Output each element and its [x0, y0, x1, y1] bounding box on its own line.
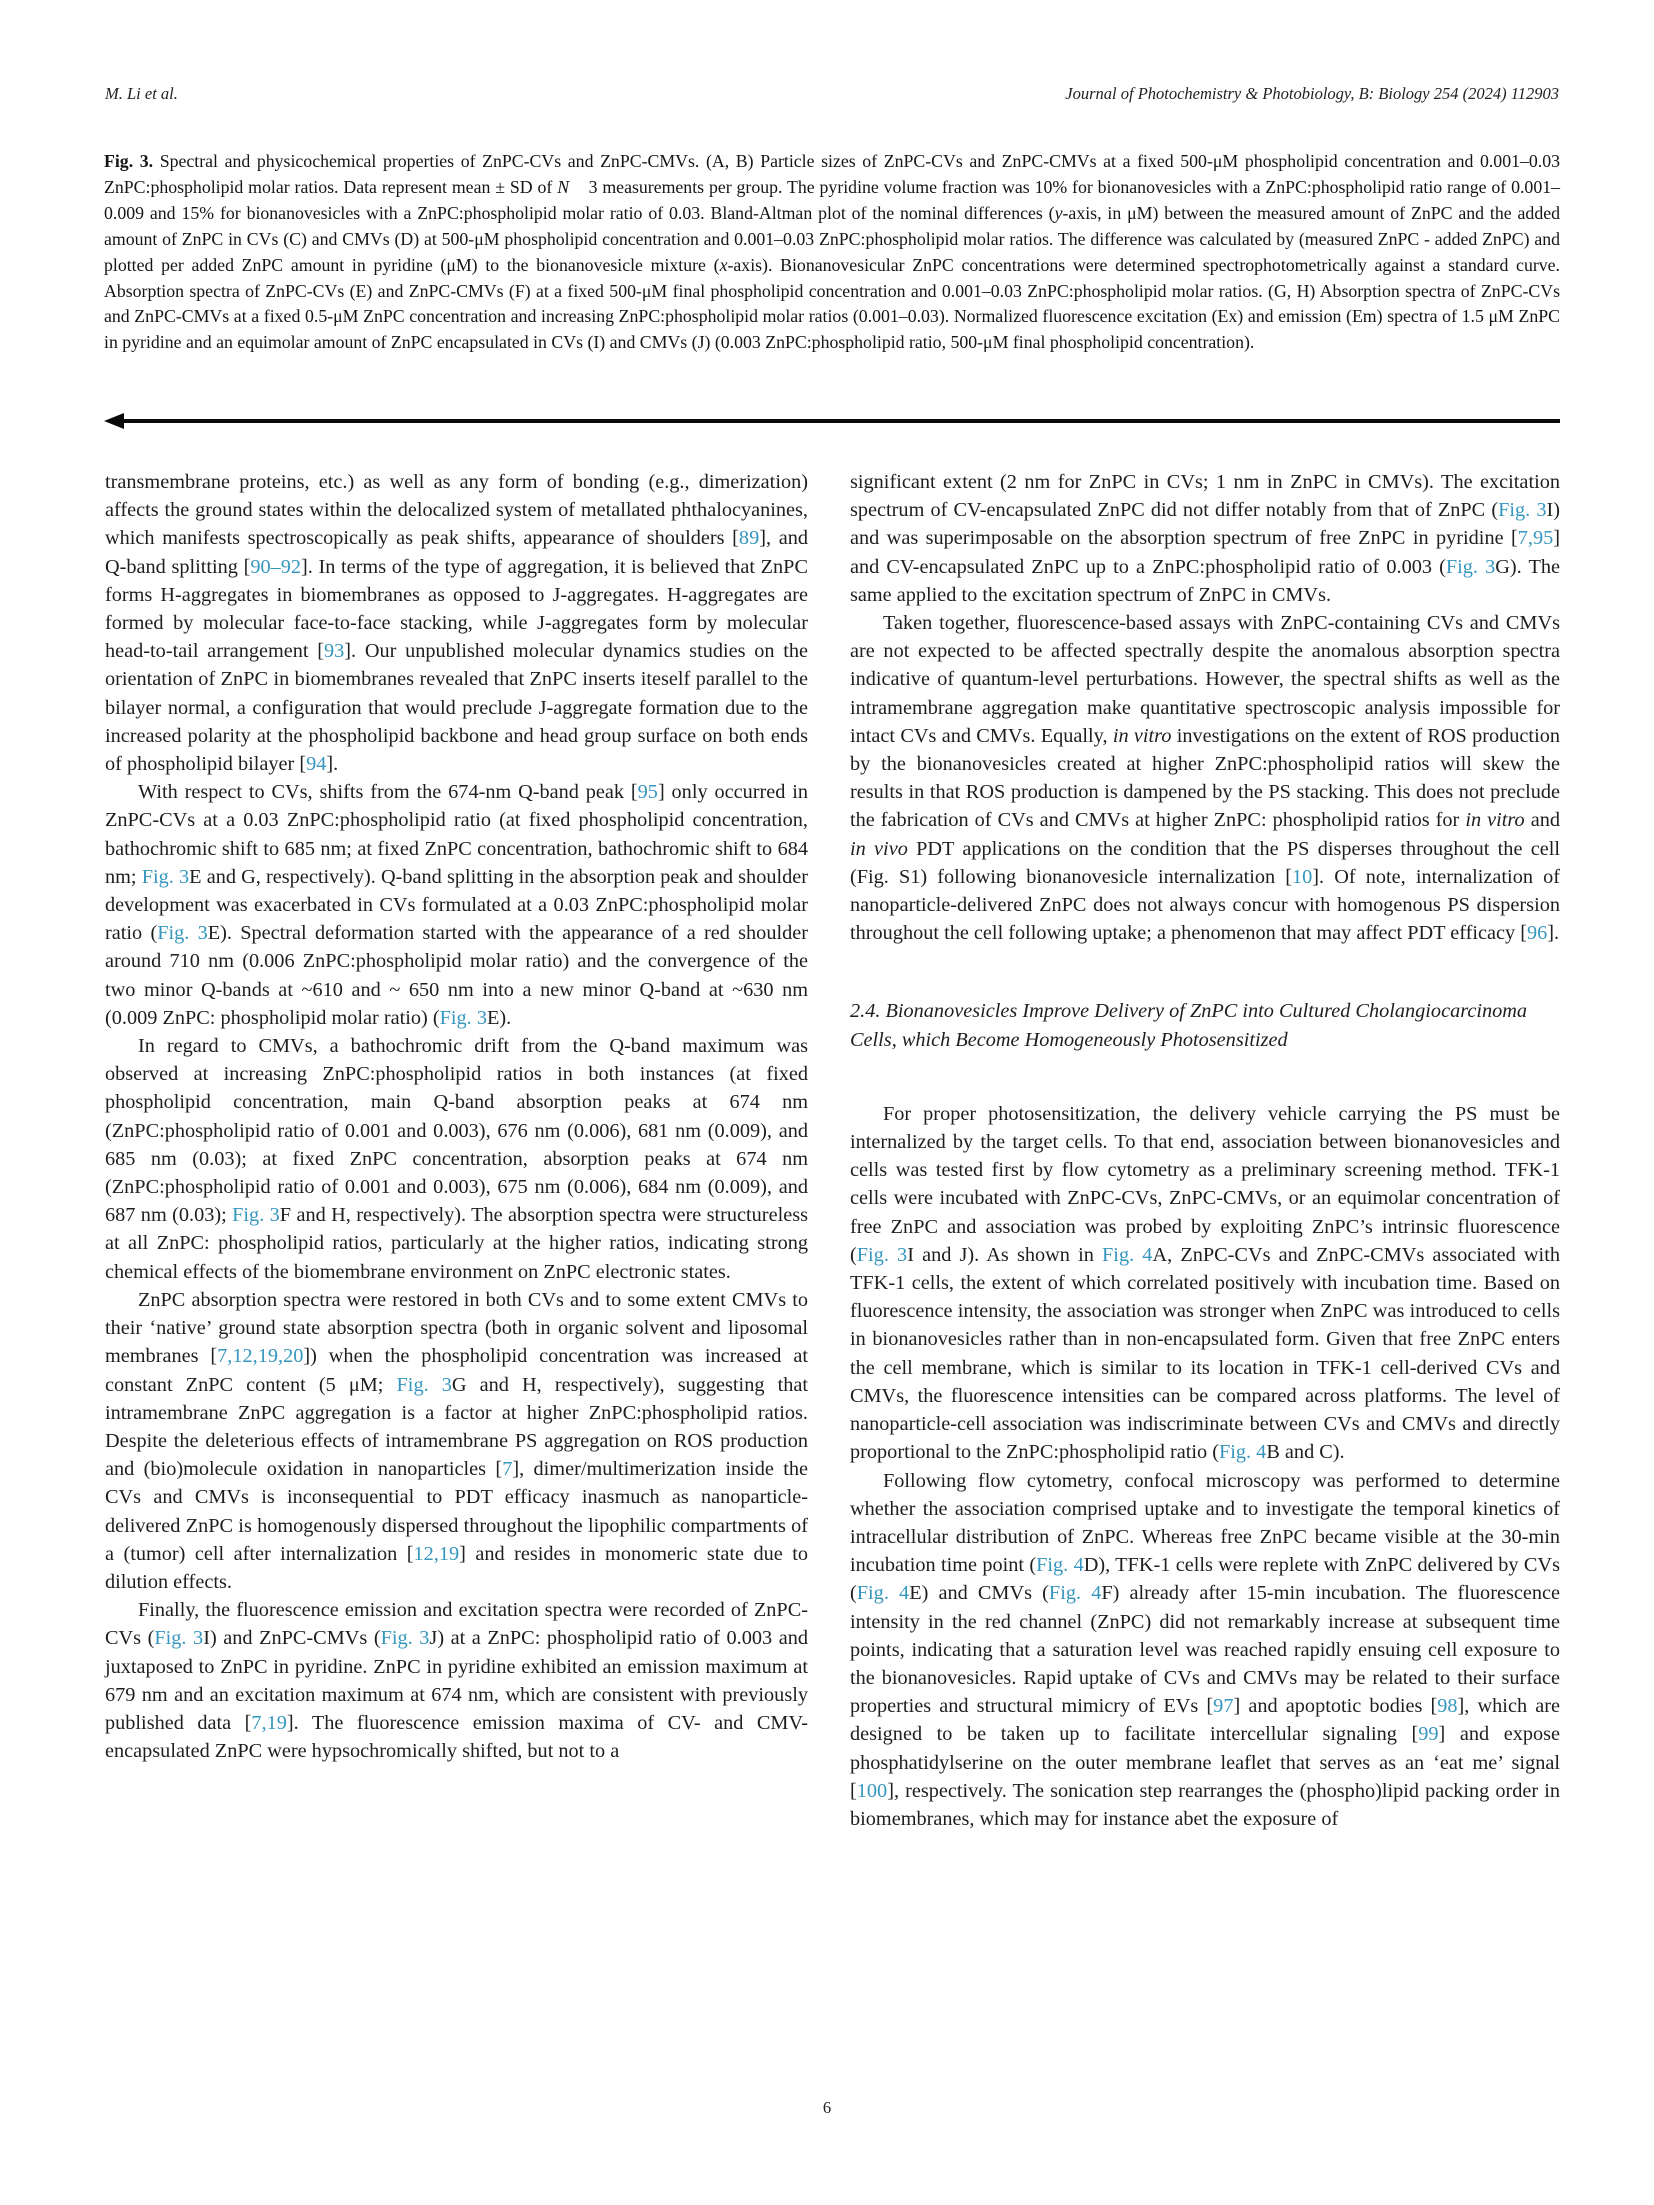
text-segment: D), TFK-1 cells were replete with ZnPC delivered by CVs (: [850, 1554, 1560, 1605]
text-segment: transmembrane proteins, etc.) as well as any form of bonding (e.g., dimerization) affects the ground states within the delocalized system of metallated phthalocyanines, which manifests spectroscopically as peak shifts, appearance of shoulders [: [105, 471, 808, 550]
running-header: [105, 84, 1559, 104]
figure-link[interactable]: Fig. 4: [856, 1582, 910, 1605]
paragraph: [105, 778, 808, 1032]
text-segment: I and J). As shown in: [907, 1243, 1103, 1266]
figure-link[interactable]: Fig. 3: [141, 865, 190, 888]
paragraph: [105, 1286, 808, 1596]
text-segment: E) and CMVs (: [909, 1582, 1049, 1605]
citation-link[interactable]: 100: [856, 1779, 888, 1802]
text-segment: ZnPC absorption spectra were restored in both CVs and to some extent CMVs to their ‘native’ ground state absorption spectra (both in organic solvent and liposomal membranes [: [105, 1288, 808, 1368]
running-author: M. Li et al.: [105, 84, 178, 103]
text-segment: ], dimer/multimerization inside the CVs and CMVs is inconsequential to PDT efficacy inasmuch as nanoparticle-delivered ZnPC is homogenously dispersed throughout the lipophilic compartments of a (tumor) cell after internalization [: [105, 1458, 808, 1565]
text-segment: ]) when the phospholipid concentration was increased at constant ZnPC content (5 μM;: [105, 1345, 808, 1396]
text-segment: ] and apoptotic bodies [: [1233, 1695, 1438, 1718]
text-segment: E and G, respectively). Q-band splitting in the absorption peak and shoulder development was exacerbated in CVs formulated at a 0.03 ZnPC:phospholipid molar ratio (: [105, 865, 808, 945]
text-segment: ] and resides in monomeric state due to dilution effects.: [105, 1542, 808, 1593]
figure-link[interactable]: Fig. 3: [380, 1627, 430, 1650]
caption-divider: [104, 413, 1560, 429]
citation-link[interactable]: 12,19: [413, 1542, 460, 1565]
text-segment: significant extent (2 nm for ZnPC in CVs; 1 nm in ZnPC in CMVs). The excitation spectrum of CV-encapsulated ZnPC did not differ notably from that of ZnPC (: [850, 471, 1560, 522]
text-segment: With respect to CVs, shifts from the 674-nm Q-band peak [: [138, 781, 638, 804]
citation-link[interactable]: 99: [1418, 1723, 1439, 1746]
citation-link[interactable]: 98: [1437, 1695, 1458, 1718]
text-segment: x: [719, 254, 728, 275]
text-segment: in vitro: [1465, 809, 1525, 832]
text-segment: Fig. 3.: [104, 151, 154, 171]
text-segment: N: [557, 176, 570, 197]
text-segment: G and H, respectively), suggesting that intramembrane ZnPC aggregation is a factor at higher ZnPC:phospholipid ratios. Despite the deleterious effects of intramembrane PS aggregation on ROS production and (bio)molecule oxidation in nanoparticles [: [105, 1373, 808, 1481]
text-segment: Taken together, fluorescence-based assays with ZnPC-containing CVs and CMVs are not expected to be affected spectrally despite the anomalous absorption spectra indicative of quantum-level perturbations. However, the spectral shifts as well as the intramembrane aggregation make quantitative spectroscopic analysis impossible for intact CVs and CMVs. Equally,: [850, 612, 1560, 747]
figure-link[interactable]: Fig. 3: [154, 1627, 204, 1650]
text-segment: In regard to CMVs, a bathochromic drift from the Q-band maximum was observed at increasing ZnPC:phospholipid ratios in both instances (at fixed phospholipid concentration, main Q-band absorption peaks at 674 nm (ZnPC:phospholipid ratio of 0.001 and 0.003), 676 nm (0.006), 681 nm (0.009), and 685 nm (0.03); at fixed ZnPC concentration, absorption peaks at 674 nm (ZnPC:phospholipid ratio of 0.001 and 0.003), 675 nm (0.006), 684 nm (0.009), and 687 nm (0.03);: [105, 1035, 808, 1227]
figure-link[interactable]: Fig. 3: [1445, 555, 1496, 578]
paragraph: [105, 468, 808, 778]
citation-link[interactable]: 94: [306, 753, 327, 776]
text-segment: -axis). Bionanovesicular ZnPC concentrations were determined spectrophotometrically against a standard curve. Absorption spectra of ZnPC-CVs (E) and ZnPC-CMVs (F) at a fixed 500-μM final phospholipid concentration and 0.001–0.03 ZnPC:phospholipid molar ratios. (G, H) Absorption spectra of ZnPC-CVs and ZnPC-CMVs at a fixed 0.5-μM ZnPC concentration and increasing ZnPC:phospholipid molar ratios (0.001–0.03). Normalized fluorescence excitation (Ex) and emission (Em) spectra of 1.5 μM ZnPC in pyridine and an equimolar amount of ZnPC encapsulated in CVs (I) and CMVs (J) (0.003 ZnPC:phospholipid ratio, 500-μM final phospholipid concentration).: [104, 254, 1560, 353]
citation-link[interactable]: 7,12,19,20: [217, 1345, 304, 1368]
text-segment: ]. Of note, internalization of nanoparticle-delivered ZnPC does not always concur with homogenous PS dispersion throughout the cell following uptake; a phenomenon that may affect PDT efficacy [: [850, 865, 1560, 945]
text-segment: y: [1054, 202, 1063, 223]
citation-link[interactable]: 10: [1292, 865, 1313, 888]
text-segment: ], and Q-band splitting [: [105, 527, 808, 578]
text-segment: 2.4. Bionanovesicles Improve Delivery of ZnPC into Cultured Cholangiocarcinoma Cells, which Become Homogeneously Photosensitized: [850, 1000, 1528, 1051]
text-segment: and: [1524, 809, 1560, 832]
text-segment: G). The same applied to the excitation spectrum of ZnPC in CMVs.: [850, 555, 1560, 606]
figure-link[interactable]: Fig. 3: [157, 922, 208, 945]
running-journal-title: Journal of Photochemistry & Photobiology, B: Biology 254 (2024) 112903: [1065, 84, 1559, 103]
text-segment: in vivo: [850, 837, 908, 860]
text-segment: I) and ZnPC-CMVs (: [203, 1627, 381, 1650]
figure-link[interactable]: Fig. 4: [1048, 1582, 1102, 1605]
figure-link[interactable]: Fig. 3: [856, 1243, 908, 1266]
text-segment: ].: [1547, 922, 1560, 945]
paragraph: [850, 1467, 1560, 1834]
text-segment: -axis, in μM) between the measured amount of ZnPC and the added amount of ZnPC in CVs (C) and CMVs (D) at 500-μM phospholipid concentration and 0.001–0.03 ZnPC:phospholipid molar ratios. The difference was calculated by (measured ZnPC - added ZnPC) and plotted per added ZnPC amount in pyridine (μM) to the bionanovesicle mixture (: [104, 202, 1560, 275]
text-segment: Finally, the fluorescence emission and excitation spectra were recorded of ZnPC-CVs (: [105, 1599, 808, 1650]
text-segment: J) at a ZnPC: phospholipid ratio of 0.003 and juxtaposed to ZnPC in pyridine. ZnPC in pyridine exhibited an emission maximum at 679 nm and an excitation maximum at 674 nm, which are consistent with previously published data [: [105, 1627, 808, 1734]
text-segment: B and C).: [1266, 1441, 1345, 1464]
citation-link[interactable]: 96: [1526, 922, 1548, 945]
text-segment: Following flow cytometry, confocal microscopy was performed to determine whether the association comprised uptake and to investigate the temporal kinetics of intracellular distribution of ZnPC. Whereas free ZnPC became visible at the 30-min incubation time point (: [850, 1469, 1560, 1577]
text-segment: A, ZnPC-CVs and ZnPC-CMVs associated with TFK-1 cells, the extent of which correlated positively with incubation time. Based on fluorescence intensity, the association was stronger when ZnPC was introduced to cells in bionanovesicles rather than in non-encapsulated form. Given that free ZnPC enters the cell membrane, which is similar to its location in TFK-1 cell-derived CVs and CMVs, the fluorescence intensities can be compared across platforms. The level of nanoparticle-cell association was indiscriminate between CVs and CMVs and directly proportional to the ZnPC:phospholipid ratio (: [850, 1243, 1560, 1464]
paragraph: [850, 609, 1560, 947]
figure-caption: [104, 149, 1560, 356]
text-segment: I) and was superimposable on the absorption spectrum of free ZnPC in pyridine [: [850, 499, 1561, 550]
text-segment: ]. In terms of the type of aggregation, it is believed that ZnPC forms H-aggregates in biomembranes as opposed to J-aggregates. H-aggregates are formed by molecular face-to-face stacking, while J-aggregates form by molecular head-to-tail arrangement [: [105, 555, 808, 663]
paragraph: [850, 1100, 1560, 1467]
figure-link[interactable]: Fig. 4: [1218, 1441, 1267, 1464]
left-column: [105, 468, 808, 1765]
figure-link[interactable]: Fig. 4: [1102, 1243, 1153, 1266]
citation-link[interactable]: 89: [738, 527, 760, 550]
citation-link[interactable]: 7,95: [1517, 527, 1554, 550]
text-segment: investigations on the extent of ROS production by the bionanovesicles created at higher ZnPC:phospholipid ratios will skew the results in that ROS production is dampened by the PS stacking. This does not preclude the fabrication of CVs and CMVs at higher ZnPC: phospholipid ratios for: [850, 724, 1560, 832]
page-number: 6: [822, 2098, 832, 2117]
section-heading: [850, 997, 1560, 1053]
figure-link[interactable]: Fig. 3: [396, 1373, 452, 1396]
citation-link[interactable]: 97: [1213, 1695, 1234, 1718]
text-segment: ].: [326, 753, 339, 776]
text-segment: F and H, respectively). The absorption spectra were structureless at all ZnPC: phospholipid ratios, particularly at the higher ratios, indicating strong chemical effects of the biomembrane environment on ZnPC electronic states.: [105, 1204, 808, 1283]
text-segment: ] and expose phosphatidylserine on the outer membrane leaflet that serves as an ‘eat me’ signal [: [850, 1723, 1561, 1802]
text-segment: in vitro: [1112, 724, 1172, 747]
paragraph: [105, 1032, 808, 1286]
text-segment: ], respectively. The sonication step rearranges the (phospho)lipid packing order in biomembranes, which may for instance abet the exposure of: [850, 1779, 1560, 1830]
figure-link[interactable]: Fig. 4: [1036, 1554, 1084, 1577]
text-segment: E).: [486, 1006, 512, 1029]
paragraph: [850, 468, 1560, 609]
figure-link[interactable]: Fig. 3: [439, 1006, 487, 1029]
figure-link[interactable]: Fig. 3: [232, 1204, 280, 1227]
paragraph: [105, 1596, 808, 1765]
text-segment: ]. The fluorescence emission maxima of CV- and CMV-encapsulated ZnPC were hypsochromically shifted, but not to a: [105, 1711, 808, 1763]
text-segment: ]. Our unpublished molecular dynamics studies on the orientation of ZnPC in biomembranes revealed that ZnPC inserts iteself parallel to the bilayer normal, a configuration that would preclude J-aggregate formation due to the increased polarity at the phospholipid backbone and head group surface on both ends of phospholipid bilayer [: [105, 640, 808, 776]
text-segment: 3 measurements per group. The pyridine volume fraction was 10% for bionanovesicles with a ZnPC:phospholipid ratio range of 0.001–0.009 and 15% for bionanovesicles with a ZnPC:phospholipid molar ratio of 0.03. Bland-Altman plot of the nominal differences (: [104, 176, 1560, 223]
right-column: [850, 468, 1560, 1833]
citation-link[interactable]: 90–92: [250, 555, 302, 578]
text-segment: E). Spectral deformation started with the appearance of a red shoulder around 710 nm (0.006 ZnPC:phospholipid molar ratio) and the convergence of the two minor Q-bands at ~610 and ~ 650 nm into a new minor Q-band at ~630 nm (0.009 ZnPC: phospholipid molar ratio) (: [105, 922, 808, 1029]
text-segment: Spectral and physicochemical properties of ZnPC-CVs and ZnPC-CMVs. (A, B) Particle sizes of ZnPC-CVs and ZnPC-CMVs at a fixed 500-μM phospholipid concentration and 0.001–0.03 ZnPC:phospholipid molar ratios. Data represent mean ± SD of: [104, 151, 1560, 197]
citation-link[interactable]: 7: [502, 1458, 513, 1481]
citation-link[interactable]: 93: [324, 640, 345, 663]
text-segment: ] and CV-encapsulated ZnPC up to a ZnPC:phospholipid ratio of 0.003 (: [850, 527, 1560, 578]
citation-link[interactable]: 7,19: [251, 1711, 287, 1734]
text-segment: PDT applications on the condition that the PS disperses throughout the cell (Fig. S1) following bionanovesicle internalization [: [850, 837, 1560, 888]
text-segment: ], which are designed to be taken up to facilitate intercellular signaling [: [850, 1695, 1560, 1746]
text-segment: ] only occurred in ZnPC-CVs at a 0.03 ZnPC:phospholipid ratio (at fixed phospholipid concentration, bathochromic shift to 685 nm; at fixed ZnPC concentration, bathochromic shift to 684 nm;: [105, 781, 808, 888]
citation-link[interactable]: 95: [637, 781, 658, 804]
divider-rule: [114, 419, 1560, 423]
text-segment: F) already after 15-min incubation. The fluorescence intensity in the red channel (ZnPC) did not remarkably increase at subsequent time points, indicating that a saturation level was reached rapidly ensuing cell exposure to the bionanovesicles. Rapid uptake of CVs and CMVs may be related to their surface properties and structural mimicry of EVs [: [850, 1582, 1560, 1718]
text-segment: For proper photosensitization, the delivery vehicle carrying the PS must be internalized by the target cells. To that end, association between bionanovesicles and cells was tested first by flow cytometry as a preliminary screening method. TFK-1 cells were incubated with ZnPC-CVs, ZnPC-CMVs, or an equimolar concentration of free ZnPC and association was probed by exploiting ZnPC’s intrinsic fluorescence (: [850, 1102, 1560, 1266]
figure-link[interactable]: Fig. 3: [1498, 499, 1547, 522]
